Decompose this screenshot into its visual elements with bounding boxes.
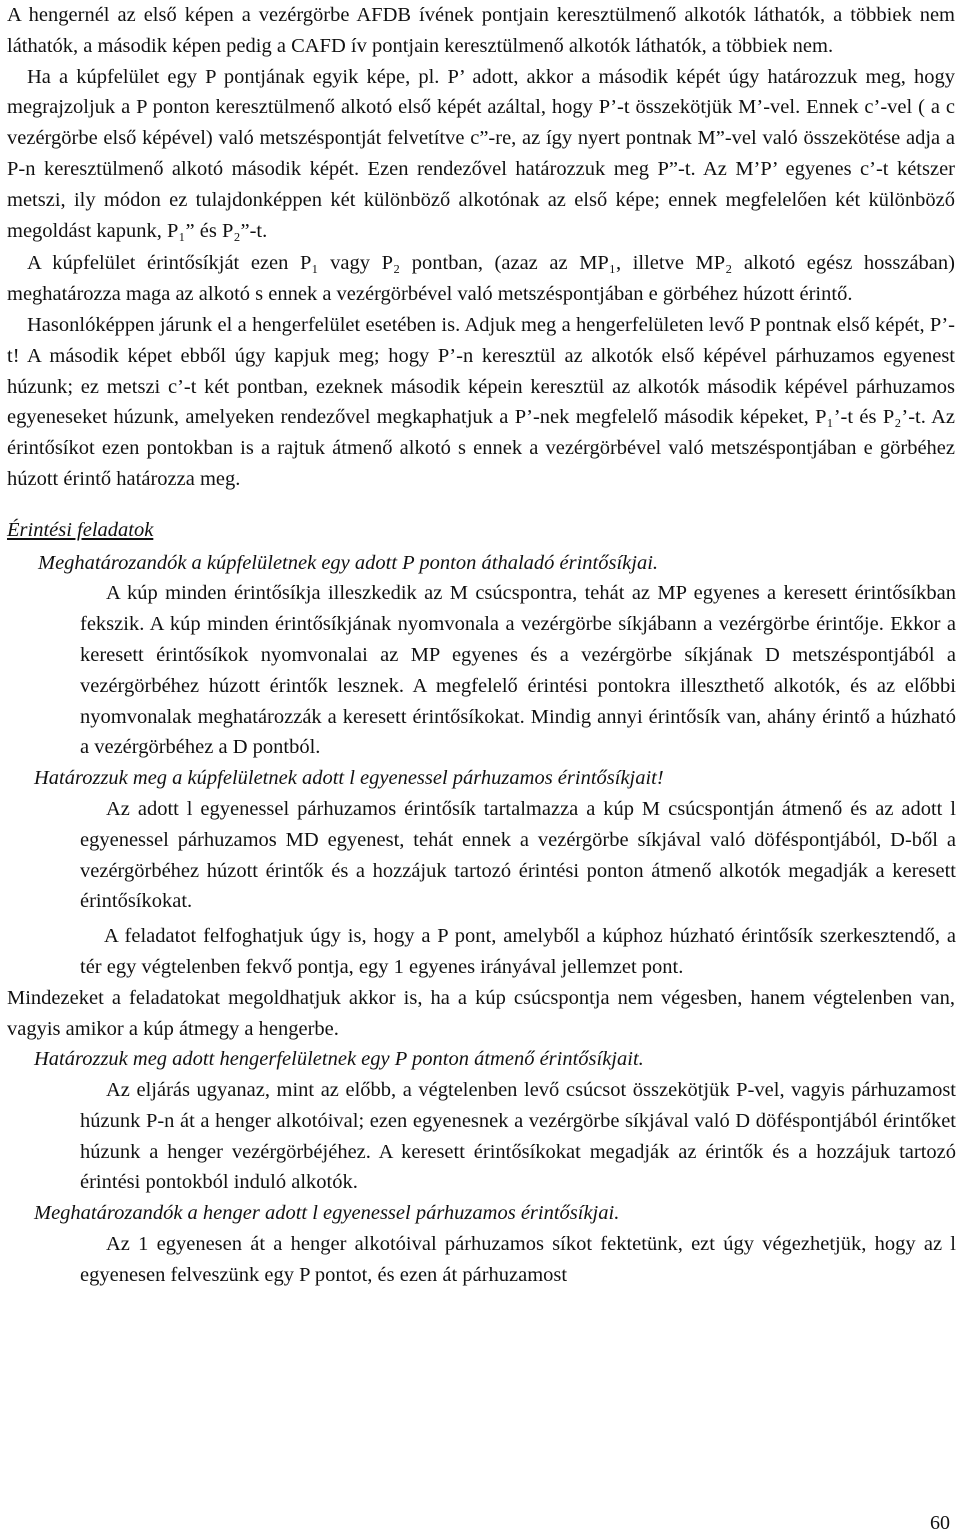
body-cylinder-point-tangent: Az eljárás ugyanaz, mint az előbb, a végtelenben levő csúcsot összekötjük P-vel, vagyis párhuzamost húzunk P-n át a henger alkotóival; ezen egyenesnek a vezérgörbe síkjával való D döféspontjából érintőket húzunk a henger vezérgörbéjéhez. A keresett érintősíkokat megadják az érintők és a hozzájuk tartozó érintési pontokból induló alkotók. <box>80 1079 956 1194</box>
paragraph-cylinder-point: Hasonlóképpen járunk el a hengerfelület esetében is. Adjuk meg a hengerfelületen levő P pontnak első képét, P’-t! A második képet ebből úgy kapjuk meg; hogy P’-n keresztül az alkotók első képével párhuzamos egyenest húzunk; ez metszi c’-t két pontban, ezeknek második képein keresztül az alkotók második képével párhuzamos egyeneseket húzunk, amelyeken rendezővel megkaphatjuk a P’-nek megfelelő második képeket, P₁’-t és P₂’-t. Az érintősíkot ezen pontokban is a rajtuk átmenő alkotó s ennek a vezérgörbével való metszéspontjában e görbéhez húzott érintő határozza meg. <box>7 313 955 490</box>
paragraph-cylinder-visibility: A hengernél az első képen a vezérgörbe AFDB ívének pontjain keresztülmenő alkotók láthatók, a többiek nem láthatók, a második képen pedig a CAFD ív pontjain keresztülmenő alkotók láthatók, a többiek nem. <box>7 4 955 57</box>
body-infinite-point: A feladatot felfoghatjuk úgy is, hogy a P pont, amelyből a kúphoz húzható érintősík szerkesztendő, a tér egy végtelenben fekvő pontja, egy 1 egyenes irányával jellemzet pont. <box>80 925 956 978</box>
subheading-cone-point-tangent: Meghatározandók a kúpfelületnek egy adott P ponton áthaladó érintősíkjai. <box>38 551 659 574</box>
paragraph-cone-to-cylinder: Mindezeket a feladatokat megoldhatjuk akkor is, ha a kúp csúcspontja nem végesben, hanem végtelenben van, vagyis amikor a kúp átmegy a hengerbe. <box>7 986 955 1040</box>
subheading-cone-parallel-tangent: Határozzuk meg a kúpfelületnek adott l egyenessel párhuzamos érintősíkjait! <box>34 767 664 790</box>
page-number: 60 <box>930 1512 950 1534</box>
section-title: Érintési feladatok <box>7 518 154 541</box>
paragraph-cone-point: Ha a kúpfelület egy P pontjának egyik képe, pl. P’ adott, akkor a második képét úgy határozzuk meg, hogy megrajzoljuk a P ponton keresztülmenő alkotó első képét azáltal, hogy P’-t összekötjük M’-vel. Ennek c’-vel ( a c vezérgörbe első képével) való metszéspontját felvetítve c”-re, az így nyert pontnak M”-vel való összekötése adja a P-n keresztülmenő alkotó második képét. Ezen rendezővel határozzuk meg P”-t. Az M’P’ egyenes c’-t kétszer metszi, ily módon ez tulajdonképpen két különböző alkotónak az első képe; ennek megfelelően két különböző megoldást kapunk, P₁” és P₂”-t. <box>7 65 955 242</box>
subheading-cylinder-point-tangent: Határozzuk meg adott hengerfelületnek egy P ponton átmenő érintősíkjait. <box>34 1048 644 1071</box>
subheading-cylinder-parallel-tangent: Meghatározandók a henger adott l egyenessel párhuzamos érintősíkjai. <box>34 1202 620 1225</box>
body-cone-parallel-tangent: Az adott l egyenessel párhuzamos érintősík tartalmazza a kúp M csúcspontján átmenő és az adott l egyenessel párhuzamos MD egyenest, tehát ennek a vezérgörbe síkjával való döféspontjából, D-ből a vezérgörbéhez húzott érintők és a hozzájuk tartozó érintési ponton átmenő alkotók megadják a keresett érintősíkokat. <box>80 797 956 913</box>
paragraph-cone-tangent-plane: A kúpfelület érintősíkját ezen P₁ vagy P₂ pontban, (azaz az MP₁, illetve MP₂ alkotó egész hosszában) meghatározza maga az alkotó s ennek a vezérgörbével való metszéspontjában e görbéhez húzott érintő. <box>7 252 955 306</box>
body-cylinder-parallel-tangent: Az 1 egyenesen át a henger alkotóival párhuzamos síkot fektetünk, ezt úgy végezhetjük, hogy az l egyenesen felveszünk egy P pontot, és ezen át párhuzamost <box>80 1233 956 1286</box>
body-cone-point-tangent: A kúp minden érintősíkja illeszkedik az M csúcspontra, tehát az MP egyenes a keresett érintősíkban fekszik. A kúp minden érintősíkjának nyomvonala a vezérgörbe síkjábann a vezérgörbe érintője. Ekkor a keresett érintősíkok nyomvonalai az MP egyenes és a vezérgörbe síkjának D metszéspontjából a vezérgörbéhez húzott érintők lesznek. A megfelelő érintési pontokra illeszthető alkotók, és az előbbi nyomvonalak meghatározzák a keresett érintősíkokat. Mindig annyi érintősík van, ahány érintő a húzható a vezérgörbéhez a D pontból. <box>80 582 956 759</box>
